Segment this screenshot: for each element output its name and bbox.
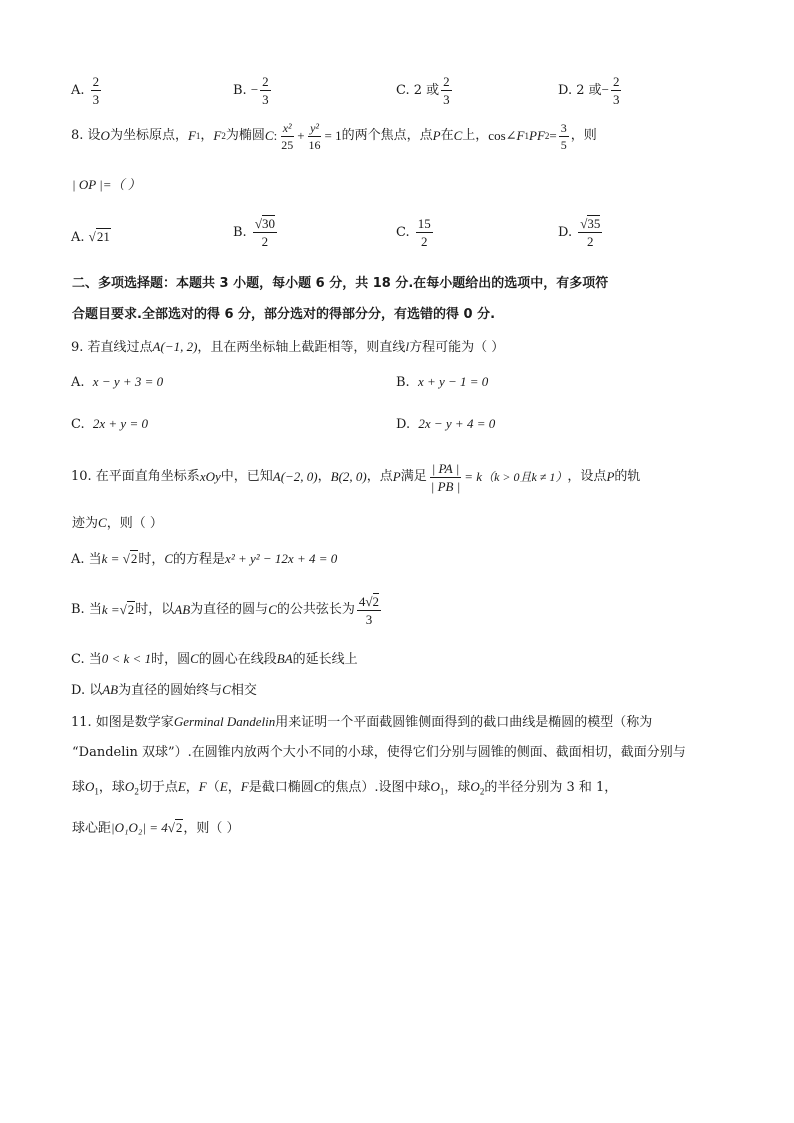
q8-option-c: C. $\frac{15}{2}$ <box>396 216 431 249</box>
q9-option-c: C. 2x + y = 0 <box>71 416 148 432</box>
fraction: $\frac{2}{3}$ <box>262 74 269 107</box>
q10-option-b: B. 当 k = √2 时，以 AB 为直径的圆与 C 的公共弦长为 $\frac{4√2}{3}$ <box>71 593 380 627</box>
q9-stem: 9. 若直线过点A(−1, 2)，且在两坐标轴上截距相等，则直线l方程可能为（ ） <box>71 339 505 355</box>
q11-line1: 11. 如图是数学家Germinal Dandelin用来证明一个平面截圆锥侧面得到的截口曲线是椭圆的模型（称为 <box>71 714 653 730</box>
q10-option-c: C. 当0 < k < 1时，圆C的圆心在线段BA的延长线上 <box>71 651 358 667</box>
fraction: $\frac{√35}{2}$ <box>580 216 601 249</box>
fraction: $\frac{2}{3}$ <box>443 74 450 107</box>
q11-line4: 球心距|O₁O₂| = 4√2，则（ ） <box>72 820 240 836</box>
q9-option-d: D. 2x − y + 4 = 0 <box>396 416 496 432</box>
q8-option-d: D. $\frac{√35}{2}$ <box>558 216 601 249</box>
q7-option-b: B. − $\frac{2}{3}$ <box>233 74 269 107</box>
option-label: A. <box>71 83 85 98</box>
option-label: D. 2 或 <box>558 83 602 98</box>
q7-option-d: D. 2 或− $\frac{2}{3}$ <box>558 74 620 107</box>
q10-line2: 迹为C，则（ ） <box>72 515 163 531</box>
sqrt: √21 <box>88 229 110 244</box>
q9-option-b: B. x + y − 1 = 0 <box>396 374 489 390</box>
section2-line1: 二、多项选择题：本题共 3 小题，每小题 6 分，共 18 分.在每小题给出的选项中，有多项符 <box>72 276 609 291</box>
q10-option-d: D. 以AB为直径的圆始终与C相交 <box>71 682 257 698</box>
fraction-y: $\frac{\text{y²}}{16}$ <box>308 120 321 152</box>
fraction-cos: $\frac{3}{5}$ <box>560 120 567 152</box>
q7-options-row <box>71 63 731 107</box>
q7-option-c <box>396 75 454 106</box>
q11-line3: 球$O_1$，球$O_2$切于点E，F（E，F是截口椭圆C的焦点）.设图中球$O_1$，球$O_2$的半径分别为 3 和 1， <box>72 779 618 797</box>
q10-option-a: A. 当k = √2时，C的方程是x² + y² − 12x + 4 = 0 <box>71 551 338 567</box>
fraction: $\frac{√30}{2}$ <box>254 216 275 249</box>
section2-line2: 合题目要求.全部选对的得 6 分，部分选对的得部分分，有选错的得 0 分. <box>72 307 496 322</box>
q10-stem: 10. 在平面直角坐标系 xOy 中，已知 A(−2, 0) ， B(2, 0) ，点 P 满足 $\frac{| PA |}{| PB |}$ = k （k > 0且k ≠ 1） ，设点 P 的轨 <box>71 460 641 494</box>
fraction: $\frac{2}{3}$ <box>92 74 100 107</box>
option-label: B. <box>233 83 247 98</box>
q8-option-b: B. $\frac{√30}{2}$ <box>233 216 275 249</box>
fraction-chord: $\frac{4√2}{3}$ <box>358 593 380 627</box>
q8-options-row <box>71 217 731 261</box>
q7-option-a <box>71 75 103 106</box>
q8-line2: | OP |=（ ） <box>72 177 141 192</box>
fraction-pa-pb: $\frac{| PA |}{| PB |}$ <box>430 460 461 494</box>
fraction: $\frac{15}{2}$ <box>417 216 431 249</box>
q9-option-a: A. x − y + 3 = 0 <box>71 374 164 390</box>
fraction: $\frac{2}{3}$ <box>612 74 620 107</box>
q8-stem: 8. 设 O 为坐标原点， F 1 ， F 2 为椭圆 C : $\frac{\text{x²}}{25}$ + $\frac{\text{y²}}{16}$ = 1 的两个焦点，点 P 在 C 上， cos∠ F 1 P F 2 = $\frac{3}{5}$ ，则 <box>71 120 597 152</box>
fraction-x: $\frac{\text{x²}}{25}$ <box>281 120 294 152</box>
q8-option-a: A. √21 <box>71 229 110 245</box>
option-label: C. 2 或 <box>396 83 440 98</box>
q11-line2: “Dandelin 双球”）.在圆锥内放两个大小不同的小球，使得它们分别与圆锥的侧面、截面相切，截面分别与 <box>72 745 686 760</box>
